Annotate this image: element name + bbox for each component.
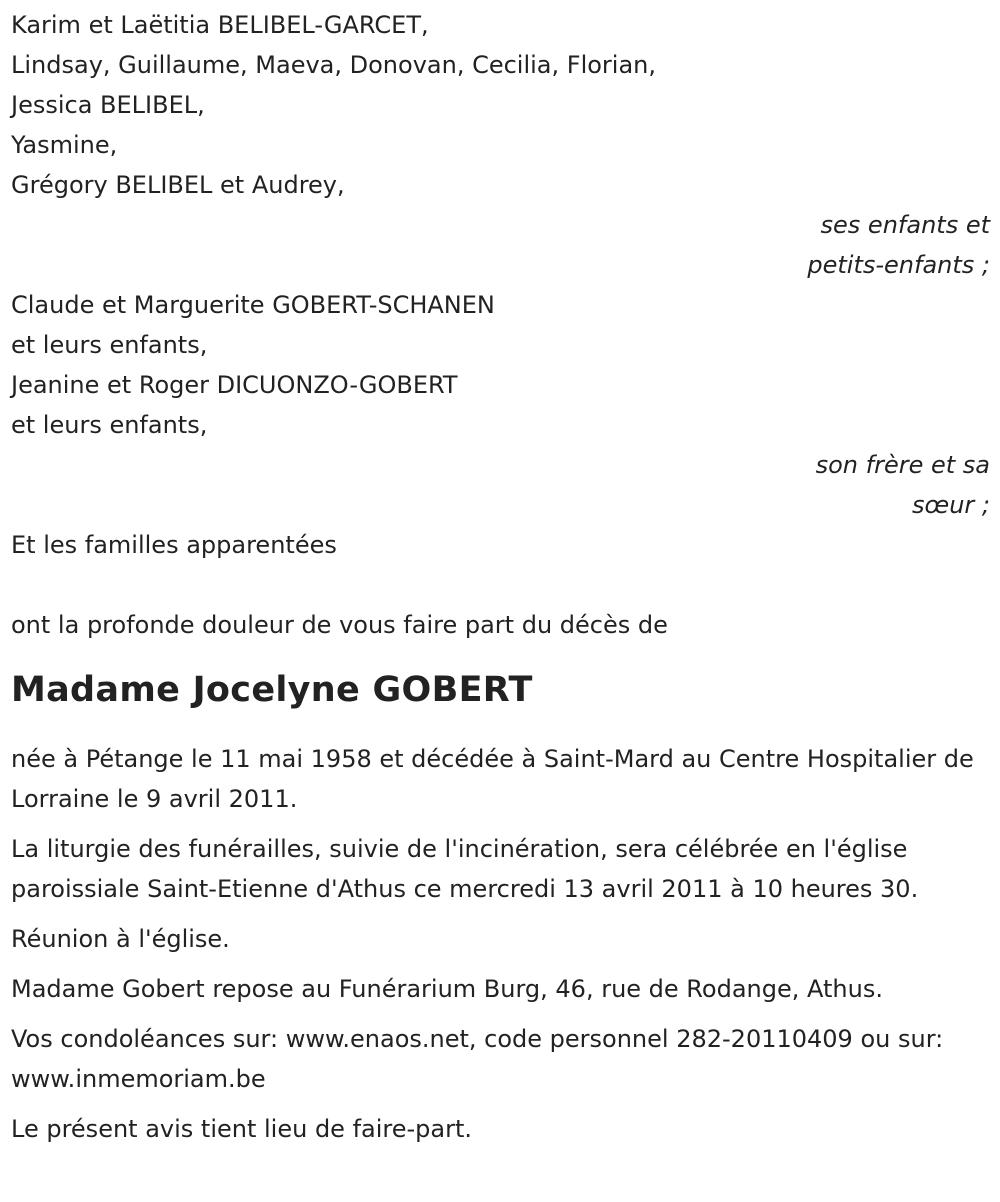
family-line: Grégory BELIBEL et Audrey,	[11, 171, 345, 199]
caption-line: petits-enfants ;	[807, 251, 990, 279]
family-line: Claude et Marguerite GOBERT-SCHANEN	[11, 291, 495, 319]
funeral-home-paragraph: Madame Gobert repose au Funérarium Burg, 46, rue de Rodange, Athus.	[11, 975, 883, 1003]
announcement-line: ont la profonde douleur de vous faire part du décès de	[11, 611, 668, 639]
funeral-paragraph: La liturgie des funérailles, suivie de l'incinération, sera célébrée en l'église paroissiale Saint-Etienne d'Athus ce mercredi 13 avril 2011 à 10 heures 30.	[11, 835, 919, 903]
caption-line: sœur ;	[912, 491, 990, 519]
family-line: Yasmine,	[11, 131, 118, 159]
family-line: Lindsay, Guillaume, Maeva, Donovan, Cecilia, Florian,	[11, 51, 656, 79]
siblings-list	[11, 285, 991, 445]
family-line: et leurs enfants,	[11, 331, 208, 359]
condolences-paragraph: Vos condoléances sur: www.enaos.net, code personnel 282-20110409 ou sur: www.inmemoriam.be	[11, 1025, 944, 1093]
caption-line: son frère et sa	[815, 451, 990, 479]
relatives-line: Et les familles apparentées	[11, 531, 337, 559]
obituary-notice	[11, 5, 991, 1159]
children-list	[11, 5, 991, 205]
children-caption	[11, 205, 991, 285]
birth-death-paragraph: née à Pétange le 11 mai 1958 et décédée à Saint-Mard au Centre Hospitalier de Lorraine le 9 avril 2011.	[11, 745, 974, 813]
family-line: Jeanine et Roger DICUONZO-GOBERT	[11, 371, 458, 399]
closing-paragraph: Le présent avis tient lieu de faire-part.	[11, 1115, 473, 1143]
caption-line: ses enfants et	[820, 211, 990, 239]
deceased-name: Madame Jocelyne GOBERT	[11, 670, 533, 710]
family-line: et leurs enfants,	[11, 411, 208, 439]
family-line: Karim et Laëtitia BELIBEL-GARCET,	[11, 11, 429, 39]
siblings-caption	[11, 445, 991, 525]
family-line: Jessica BELIBEL,	[11, 91, 205, 119]
meeting-paragraph: Réunion à l'église.	[11, 925, 230, 953]
